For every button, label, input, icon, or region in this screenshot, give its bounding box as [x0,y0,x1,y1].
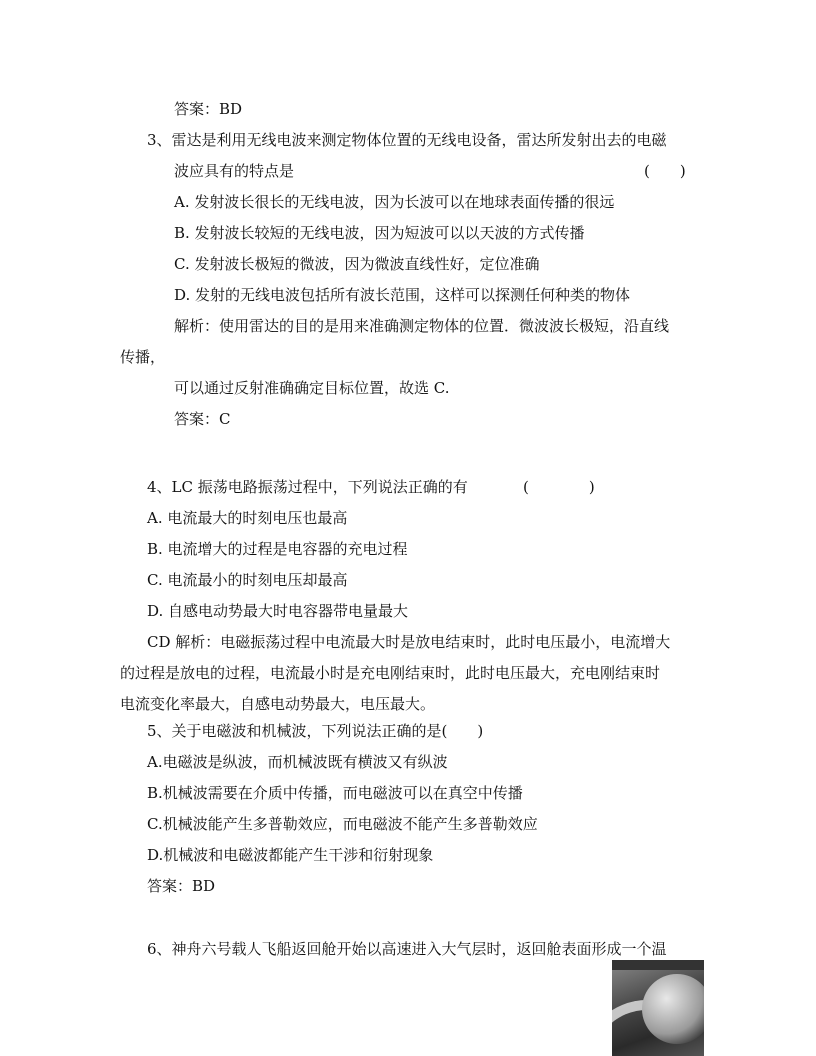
analysis-text-cont: 的过程是放电的过程，电流最小时是充电刚结束时，此时电压最大，充电刚结束时 [120,664,661,682]
analysis-text-cont: 电流变化率最大，自感电动势最大，电压最大。 [120,695,436,713]
answer-blank: ( ) [523,478,595,496]
answer-line: 答案：BD [174,100,243,118]
answer-blank: ( ) [644,162,686,180]
analysis-text-cont: 可以通过反射准确确定目标位置，故选 C. [174,379,450,397]
answer-line: 答案：C [174,410,231,428]
option-c: C.机械波能产生多普勒效应，而电磁波不能产生多普勒效应 [147,815,538,833]
question-3-stem: 3、雷达是利用无线电波来测定物体位置的无线电设备，雷达所发射出去的电磁 [147,131,667,149]
option-b: B. 电流增大的过程是电容器的充电过程 [147,540,408,558]
option-b: B. 发射波长较短的无线电波，因为短波可以以天波的方式传播 [174,224,585,242]
question-6-stem: 6、神舟六号载人飞船返回舱开始以高速进入大气层时，返回舱表面形成一个温 [147,940,667,958]
option-d: D. 自感电动势最大时电容器带电量最大 [147,602,409,620]
answer-line: 答案：BD [147,877,216,895]
question-4-stem: 4、LC 振荡电路振荡过程中，下列说法正确的有 [147,478,468,496]
option-a: A. 发射波长很长的无线电波，因为长波可以在地球表面传播的很远 [174,193,615,211]
option-c: C. 发射波长极短的微波，因为微波直线性好，定位准确 [174,255,540,273]
analysis-text-cont: 传播， [120,348,166,366]
analysis-text: 解析：使用雷达的目的是用来准确测定物体的位置．微波波长极短，沿直线 [174,317,670,335]
option-d: D. 发射的无线电波包括所有波长范围，这样可以探测任何种类的物体 [174,286,631,304]
question-5-stem: 5、关于电磁波和机械波，下列说法正确的是( ) [147,722,484,740]
option-a: A. 电流最大的时刻电压也最高 [147,509,348,527]
analysis-text: CD 解析：电磁振荡过程中电流最大时是放电结束时，此时电压最小，电流增大 [147,633,671,651]
option-d: D.机械波和电磁波都能产生干涉和衍射现象 [147,846,434,864]
option-a: A.电磁波是纵波，而机械波既有横波又有纵波 [147,753,448,771]
reentry-capsule-photo [612,960,704,1056]
option-b: B.机械波需要在介质中传播，而电磁波可以在真空中传播 [147,784,523,802]
option-c: C. 电流最小的时刻电压却最高 [147,571,348,589]
question-3-stem-cont: 波应具有的特点是 [174,162,295,180]
